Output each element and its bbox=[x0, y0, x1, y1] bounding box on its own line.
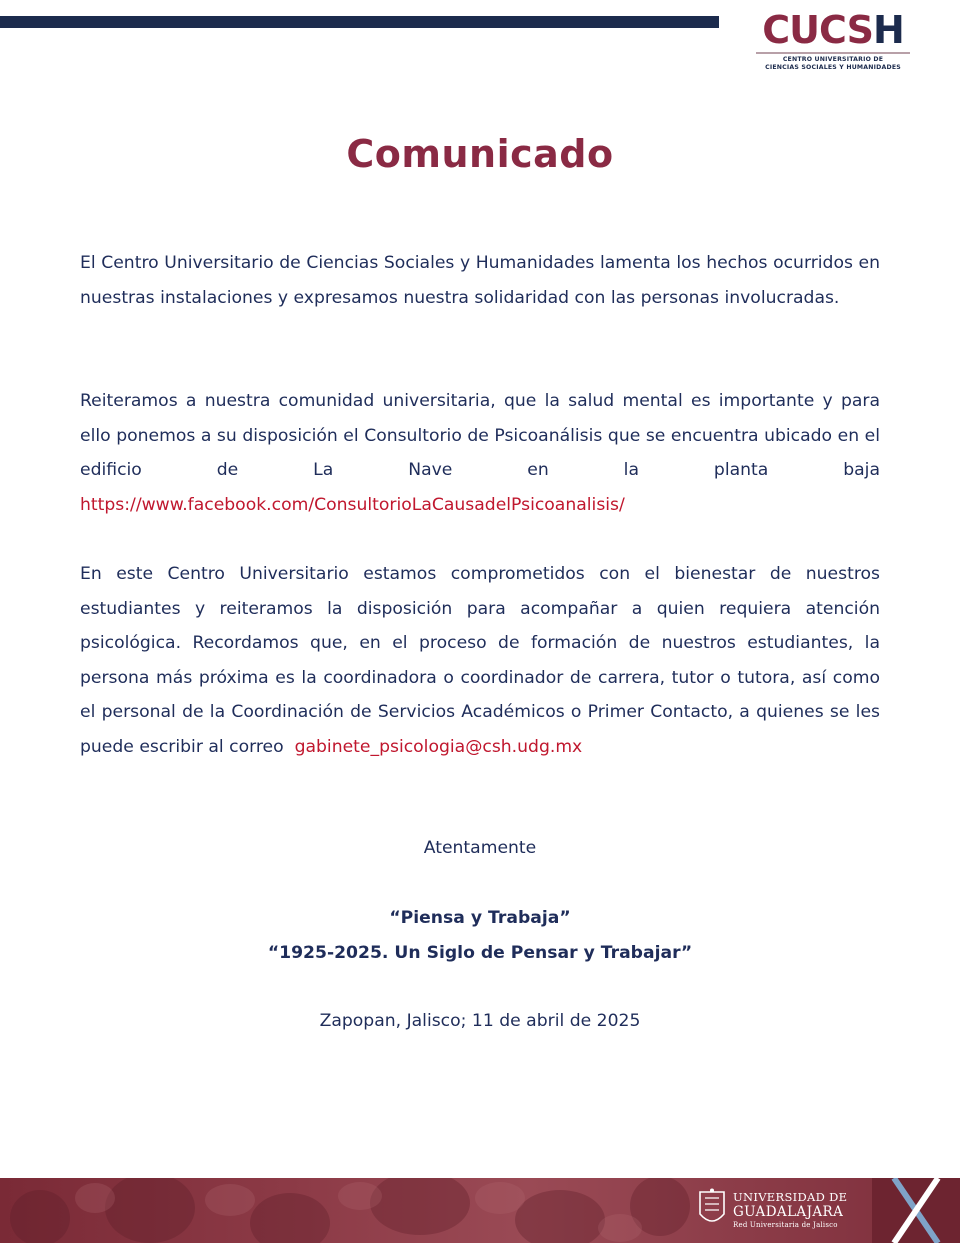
logo-divider bbox=[756, 52, 910, 54]
paragraph-3-text: En este Centro Universitario estamos comprometidos con el bienestar de nuestros estudiantes y reiteramos la disposición para acompañar a quien requiera atención psicológica. Recordamos que, en el proceso de formación de nuestros estudiantes, la persona más próxima es la coordinadora o coordinador de carrera, tutor o tutora, así como el personal de la Coordinación de Servicios Académicos o Primer Contacto, a quienes se les puede escribir al correo bbox=[80, 564, 880, 757]
motto-line1: “Piensa y Trabaja” bbox=[389, 908, 571, 928]
email-link[interactable]: gabinete_psicologia@csh.udg.mx bbox=[294, 736, 583, 757]
paragraph-2-text: Reiteramos a nuestra comunidad universitaria, que la salud mental es importante y para ello ponemos a su disposición el Consultorio de Psicoanálisis que se encuentra ubicado en el edificio de La Nave en la planta baja bbox=[80, 391, 880, 481]
udg-name-line2: GUADALAJARA bbox=[733, 1204, 844, 1220]
facebook-link[interactable]: https://www.facebook.com/ConsultorioLaCausadelPsicoanalisis/ bbox=[80, 494, 625, 515]
page-title: Comunicado bbox=[346, 132, 614, 176]
paragraph-2 bbox=[80, 384, 880, 522]
udg-logo bbox=[697, 1188, 857, 1234]
header-bar bbox=[0, 16, 719, 28]
place-date: Zapopan, Jalisco; 11 de abril de 2025 bbox=[319, 1011, 641, 1031]
motto-line2: “1925-2025. Un Siglo de Pensar y Trabajar” bbox=[267, 943, 693, 963]
paragraph-1-text: El Centro Universitario de Ciencias Sociales y Humanidades lamenta los hechos ocurridos en nuestras instalaciones y expresamos nuestra solidaridad con las personas involucradas. bbox=[80, 253, 880, 308]
udg-network-line: Red Universitaria de Jalisco bbox=[733, 1221, 838, 1229]
udg-seal-icon bbox=[697, 1188, 727, 1230]
mural-decoration bbox=[0, 1178, 690, 1243]
logo-wordmark: CUCSH bbox=[762, 8, 904, 52]
logo-subtitle-line1: CENTRO UNIVERSITARIO DE bbox=[782, 56, 884, 63]
paragraph-3 bbox=[80, 557, 880, 765]
paragraph-1 bbox=[80, 246, 880, 315]
udg-name-line1: UNIVERSIDAD DE bbox=[733, 1190, 848, 1204]
closing-atentamente: Atentamente bbox=[423, 838, 537, 858]
cucsh-logo bbox=[752, 10, 914, 70]
x-emblem-icon bbox=[872, 1178, 960, 1243]
logo-subtitle-line2: CIENCIAS SOCIALES Y HUMANIDADES bbox=[765, 64, 901, 71]
